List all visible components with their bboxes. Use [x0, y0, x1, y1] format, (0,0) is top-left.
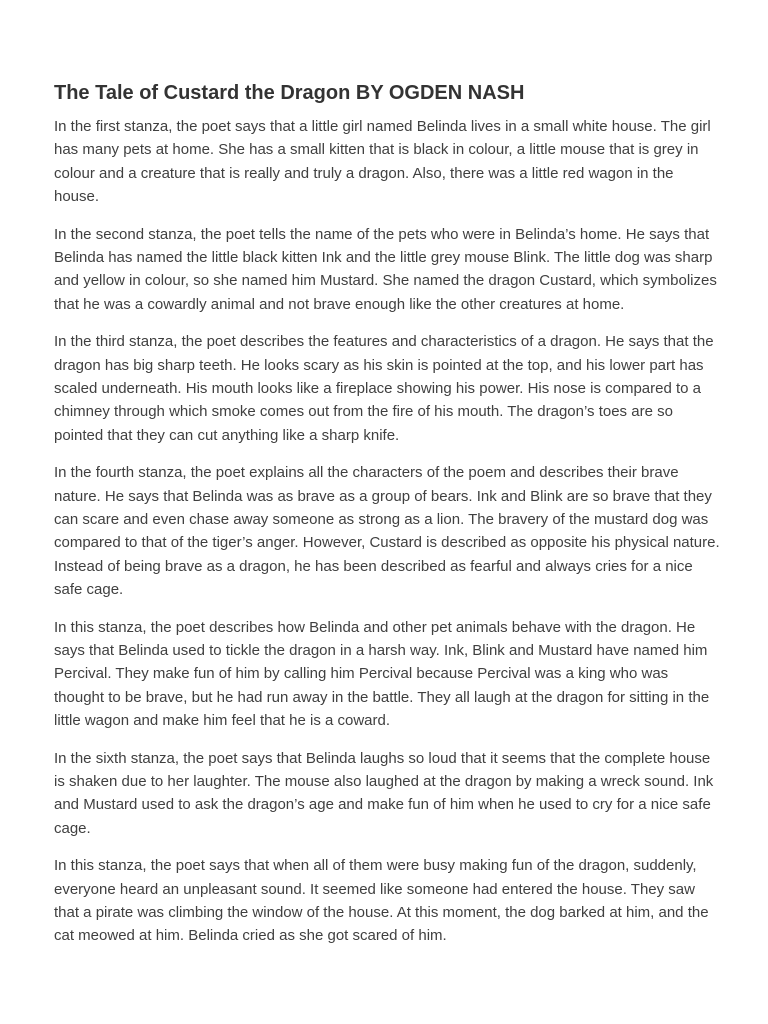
paragraph-stanza-3: In the third stanza, the poet describes the features and characteristics of a dragon. He says that the dragon has big sharp teeth. He looks scary as his skin is pointed at the top, and his lower part has scaled underneath. His mouth looks like a fireplace showing his power. His nose is compared to a chimney through which smoke comes out from the fire of his mouth. The dragon’s toes are so pointed that they can cut anything like a sharp knife.	[54, 333, 714, 444]
document-page	[54, 81, 722, 962]
paragraph-stanza-1: In the first stanza, the poet says that a little girl named Belinda lives in a small white house. The girl has many pets at home. She has a small kitten that is black in colour, a little mouse that is grey in colour and a creature that is really and truly a dragon. Also, there was a little red wagon in the house.	[54, 118, 711, 205]
paragraph-stanza-5: In this stanza, the poet describes how Belinda and other pet animals behave with the dragon. He says that Belinda used to tickle the dragon in a harsh way. Ink, Blink and Mustard have named him Percival. They make fun of him by calling him Percival because Percival was a king who was thought to be brave, but he had run away in the battle. They all laugh at the dragon for sitting in the little wagon and make him feel that he is a coward.	[54, 618, 710, 729]
paragraph-stanza-4: In the fourth stanza, the poet explains all the characters of the poem and describes their brave nature. He says that Belinda was as brave as a group of bears. Ink and Blink are so brave that they can scare and even chase away someone as strong as a lion. The bravery of the mustard dog was compared to that of the tiger’s anger. However, Custard is described as opposite his physical nature. Instead of being brave as a dragon, he has been described as fearful and always cries for a nice safe cage.	[54, 464, 720, 598]
page-title: The Tale of Custard the Dragon BY OGDEN NASH	[54, 82, 525, 104]
paragraph-stanza-2: In the second stanza, the poet tells the name of the pets who were in Belinda’s home. He says that Belinda has named the little black kitten Ink and the little grey mouse Blink. The little dog was sharp and yellow in colour, so she named him Mustard. She named the dragon Custard, which symbolizes that he was a cowardly animal and not brave enough like the other creatures at home.	[54, 225, 717, 313]
paragraph-stanza-7: In this stanza, the poet says that when all of them were busy making fun of the dragon, suddenly, everyone heard an unpleasant sound. It seemed like someone had entered the house. They saw that a pirate was climbing the window of the house. At this moment, the dog barked at him, and the cat meowed at him. Belinda cried as she got scared of him.	[54, 857, 709, 945]
paragraph-stanza-6: In the sixth stanza, the poet says that Belinda laughs so loud that it seems that the complete house is shaken due to her laughter. The mouse also laughed at the dragon by making a wreck sound. Ink and Mustard used to ask the dragon’s age and make fun of him when he used to cry for a nice safe cage.	[54, 749, 714, 837]
